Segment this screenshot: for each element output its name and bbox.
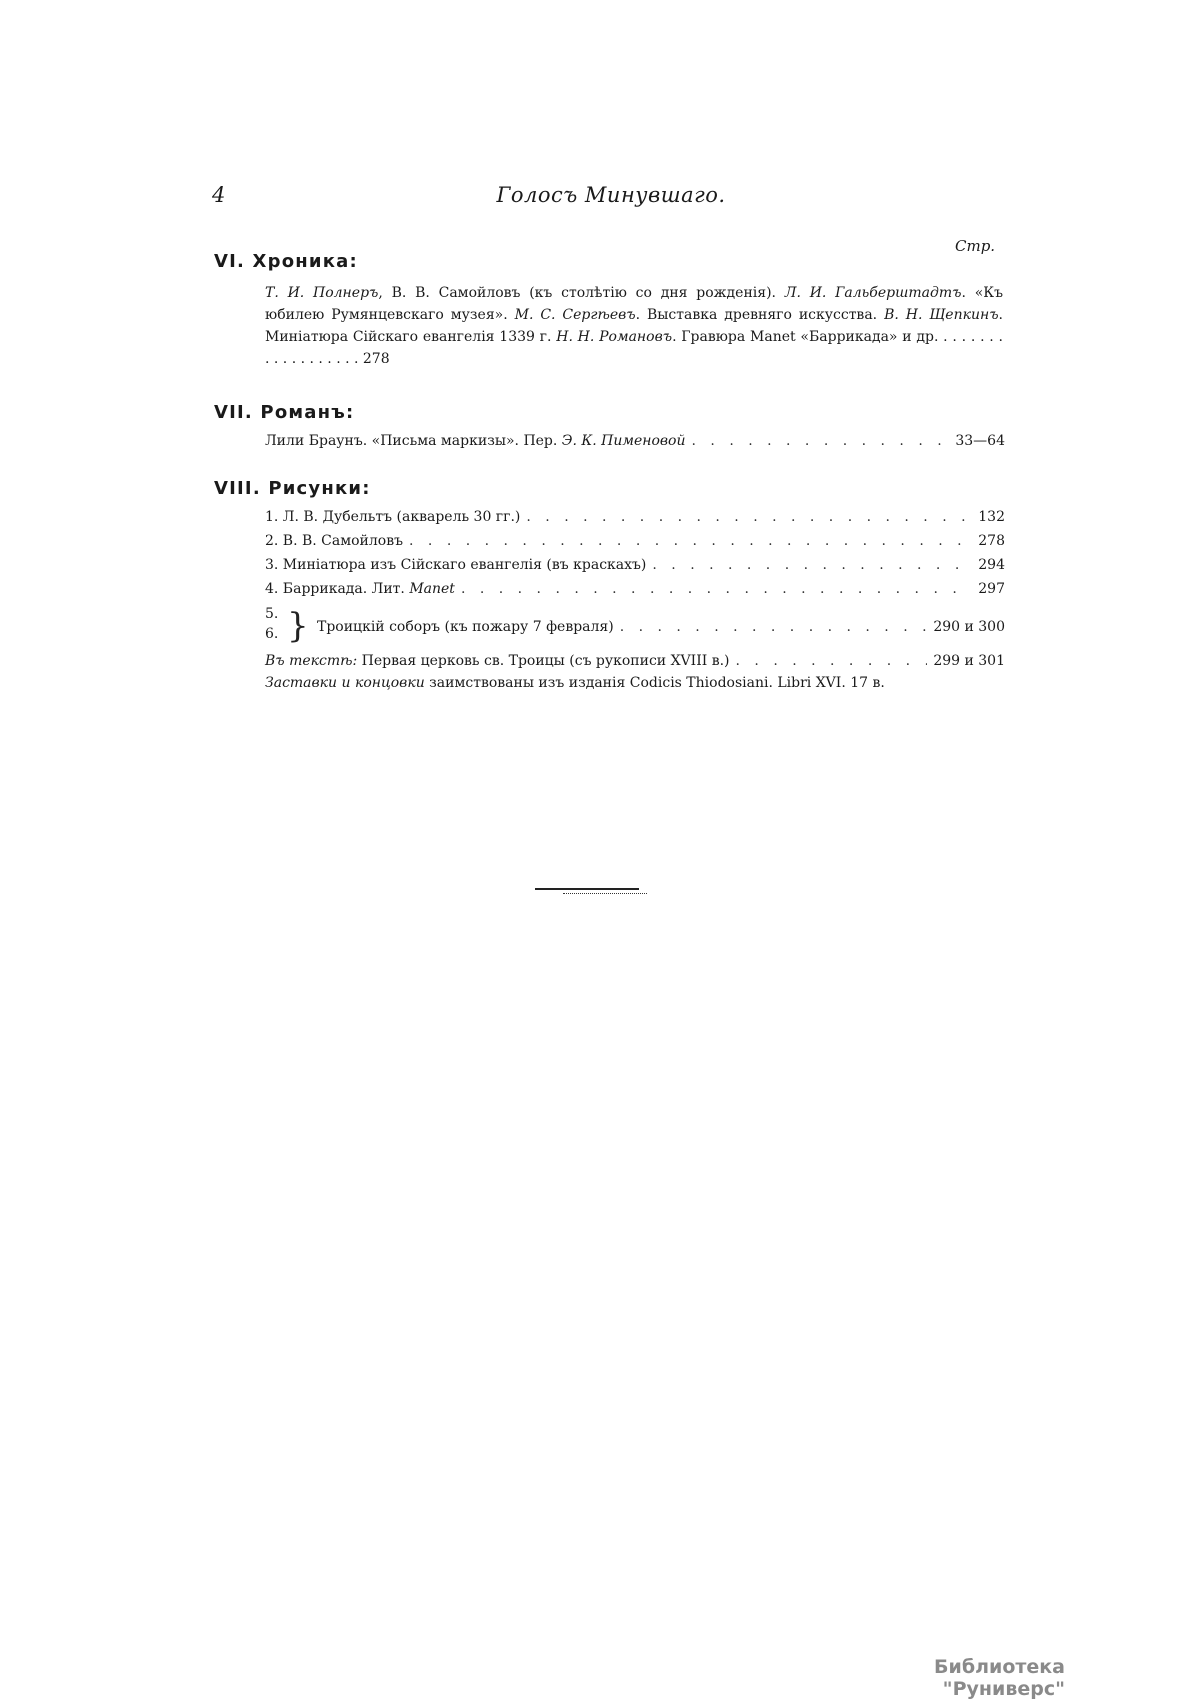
note-text: Въ текстѣ: Первая церковь св. Троицы (съ рукописи XVIII в.) (265, 653, 730, 669)
dot-leader (620, 616, 928, 638)
grouped-entry-line (317, 616, 1005, 638)
toc-entry-page: 297 (978, 581, 1005, 597)
toc-entry-page: 290 и 300 (933, 619, 1005, 635)
toc-entry-title: 3. Миніатюра изъ Сійскаго евангелія (въ краскахъ) (265, 557, 647, 573)
section-heading-illustrations: VIII. Рисунки: (214, 478, 371, 499)
author-name: В. Н. Щепкинъ (884, 307, 999, 323)
author-name: Н. Н. Романовъ (556, 329, 673, 345)
dot-leader (736, 650, 928, 672)
entry-text: , В. В. Самойловъ (къ столѣтію со дня рожденія). (378, 285, 785, 301)
page-number: 4 (212, 183, 226, 207)
dot-leader (652, 554, 972, 576)
toc-entry-page: 132 (978, 509, 1005, 525)
dot-leader (692, 430, 950, 452)
toc-entry (265, 578, 1005, 600)
entry-text: . Миніатюра Сійскаго евангелія 1339 г. (265, 307, 1003, 345)
dot-leader (409, 530, 972, 552)
page-column-label: Стр. (955, 237, 996, 255)
toc-entry-page: 33—64 (955, 433, 1005, 449)
end-rule (535, 888, 645, 896)
colophon-text: заимствованы изъ изданія Codicis Thiodosiani. Libri XVI. 17 в. (429, 675, 885, 691)
toc-entry-title: 4. Баррикада. Лит. Manet (265, 581, 455, 597)
toc-entry-title: Лили Браунъ. «Письма маркизы». Пер. Э. К. Пименовой (265, 433, 686, 449)
colophon-note (265, 672, 1003, 694)
author-name: Т. И. Полнеръ (265, 285, 379, 301)
grouped-numbers: 5. 6. (265, 606, 279, 642)
library-watermark: Библиотека "Руниверс" (934, 1656, 1065, 1700)
toc-entry-title: Троицкій соборъ (къ пожару 7 февраля) (317, 619, 614, 635)
colophon-label: Заставки и концовки (265, 675, 425, 691)
toc-entry-grouped (265, 604, 1005, 652)
toc-entry-page: 299 и 301 (933, 653, 1005, 669)
right-brace-icon: } (287, 606, 309, 646)
running-head (212, 183, 1010, 213)
entry-text: . Гравюра Manet «Баррикада» и др. . . . . . . . . . . . . . . . . . . 278 (265, 329, 1003, 367)
toc-entry (265, 554, 1005, 576)
text-illustration-note (265, 650, 1005, 672)
entry-text: . «Къ юбилею Румянцевскаго музея». (265, 285, 1004, 323)
toc-entry-page: 278 (978, 533, 1005, 549)
entry-text: . Выставка древняго искусства. (635, 307, 885, 323)
author-name: Л. И. Гальберштадтъ (784, 285, 962, 301)
section-heading-chronicle: VI. Хроника: (214, 251, 358, 272)
chronicle-paragraph (265, 282, 1003, 370)
author-name: М. С. Сергѣевъ (514, 307, 636, 323)
toc-entry-title: 2. В. В. Самойловъ (265, 533, 404, 549)
section-heading-novel: VII. Романъ: (214, 402, 355, 423)
toc-entry (265, 430, 1005, 452)
toc-entry (265, 530, 1005, 552)
toc-entry (265, 506, 1005, 528)
dot-leader (526, 506, 972, 528)
toc-entry-title: 1. Л. В. Дубельтъ (акварель 30 гг.) (265, 509, 521, 525)
running-title: Голосъ Минувшаго. (496, 183, 726, 207)
toc-entry-page: 294 (978, 557, 1005, 573)
dot-leader (461, 578, 972, 600)
